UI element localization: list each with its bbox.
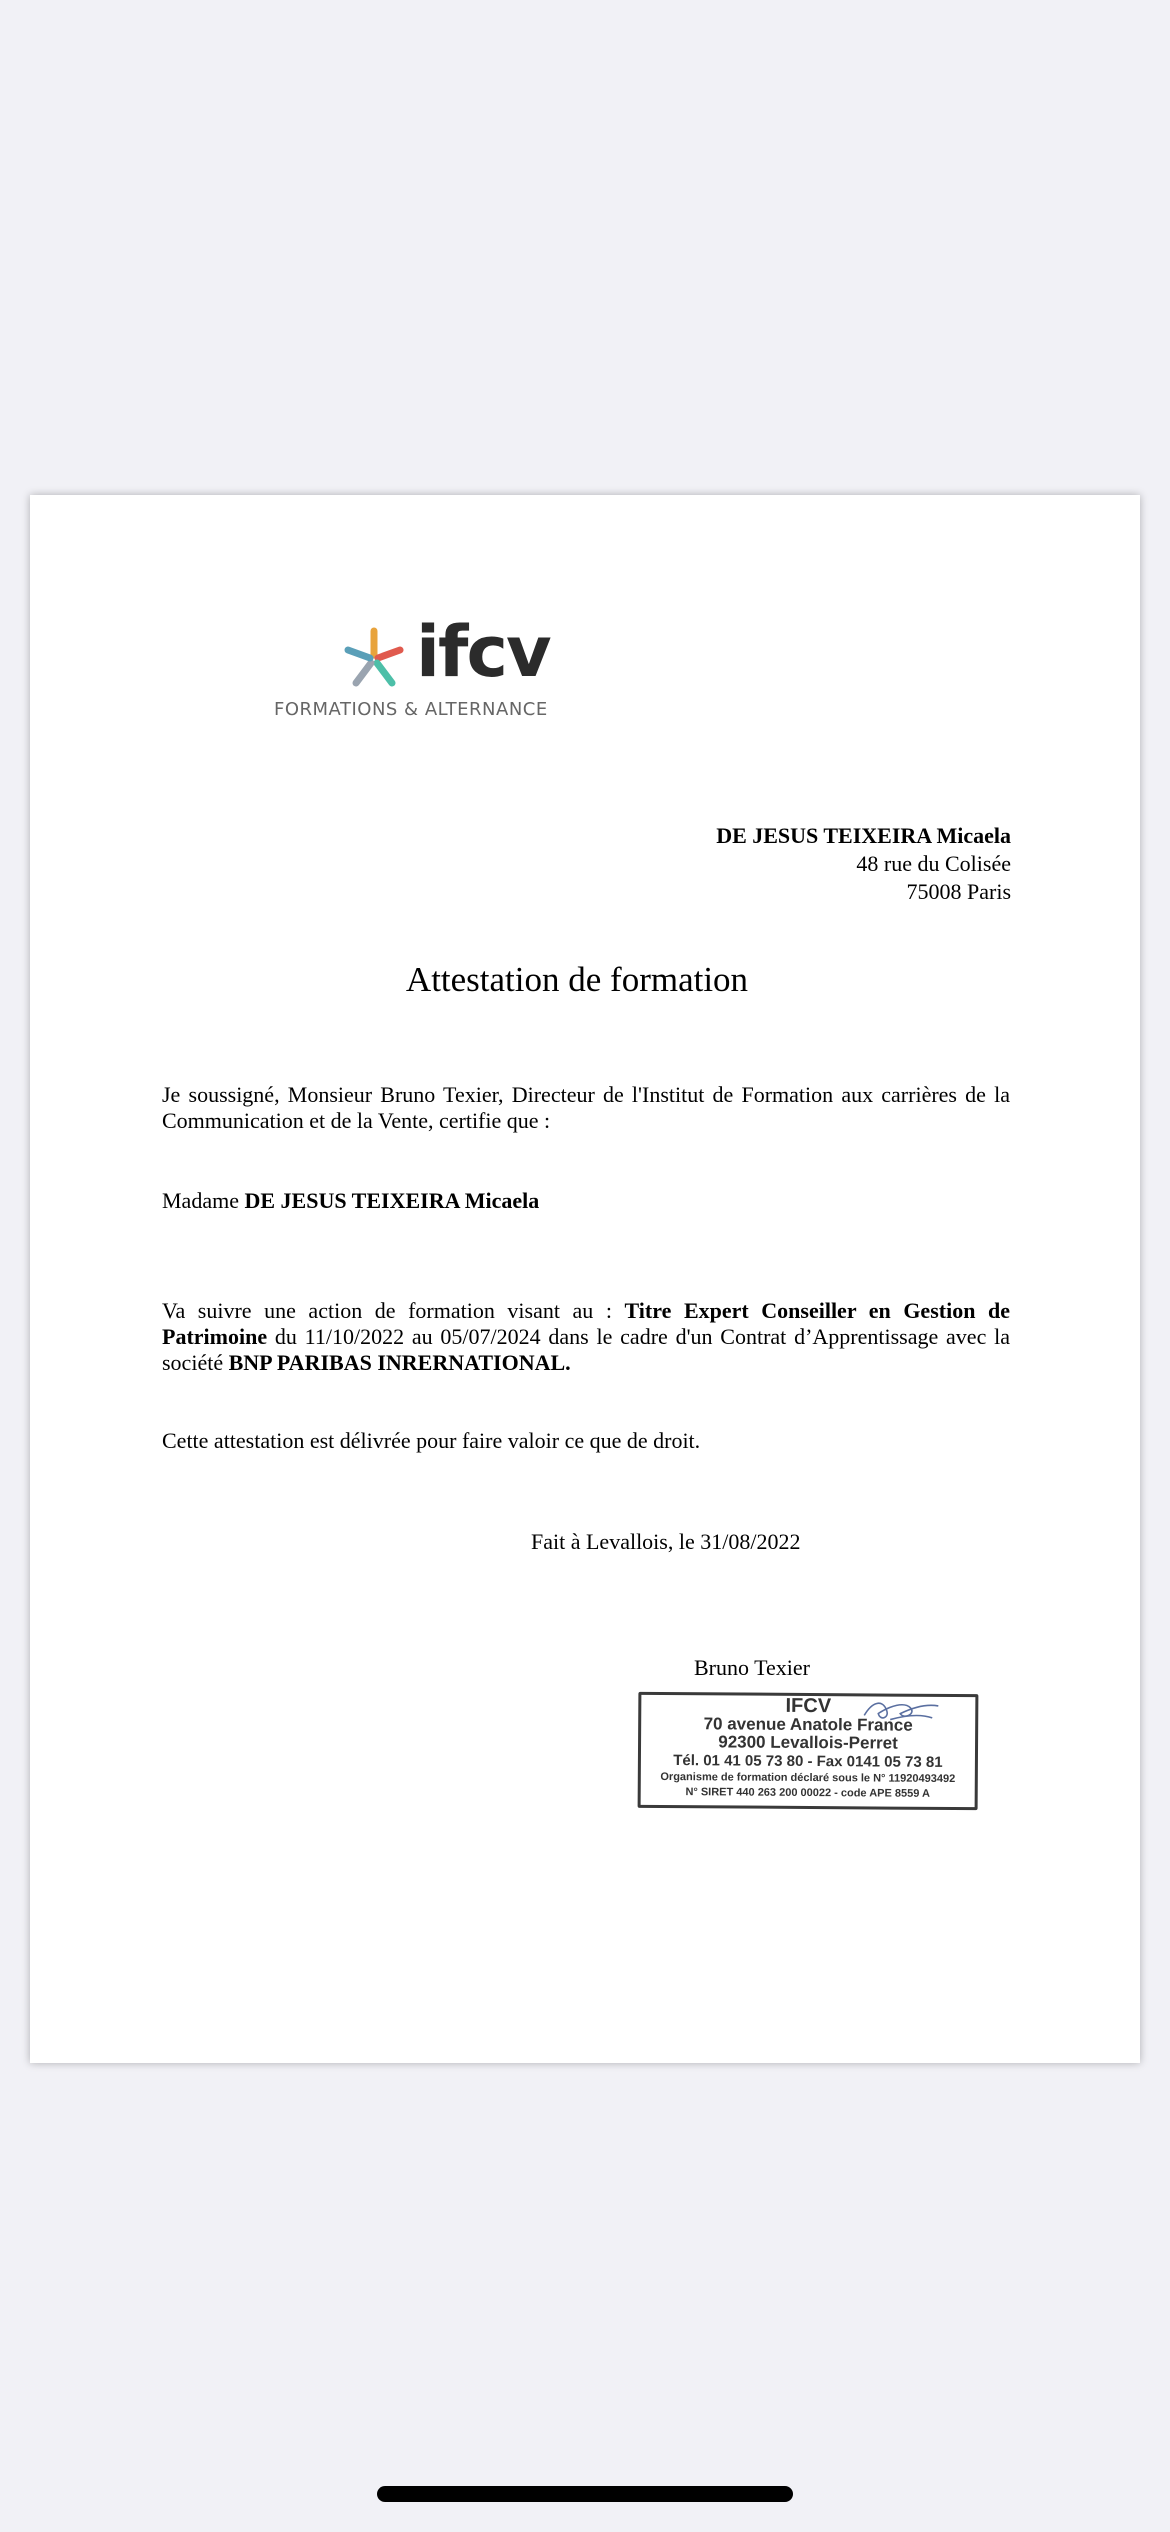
trainee-name: DE JESUS TEIXEIRA Micaela bbox=[244, 1188, 540, 1213]
stamp-phone-fax: Tél. 01 41 05 73 80 - Fax 0141 05 73 81 bbox=[673, 1752, 943, 1771]
place-and-date: Fait à Levallois, le 31/08/2022 bbox=[531, 1529, 801, 1554]
trainee-prefix: Madame bbox=[162, 1188, 245, 1213]
recipient-address bbox=[716, 822, 1011, 906]
logo-wordmark: ifcv bbox=[416, 611, 550, 693]
company-stamp bbox=[638, 1692, 979, 1810]
training-title: Titre Expert Conseiller en Gestion de Patrimoine bbox=[162, 1298, 1010, 1349]
stamp-city: 92300 Levallois-Perret bbox=[718, 1732, 898, 1753]
training-paragraph bbox=[162, 1298, 1010, 1376]
ifcv-logo bbox=[274, 611, 574, 725]
certification-paragraph: Je soussigné, Monsieur Bruno Texier, Directeur de l'Institut de Formation aux carrières de la Communication et de la Vente, certifie que : bbox=[162, 1082, 1010, 1133]
home-indicator[interactable] bbox=[377, 2486, 793, 2502]
stamp-company: IFCV bbox=[785, 1694, 832, 1718]
signatory-name: Bruno Texier bbox=[694, 1655, 810, 1680]
stamp-street: 70 avenue Anatole France bbox=[703, 1714, 913, 1735]
recipient-street: 48 rue du Colisée bbox=[856, 851, 1011, 876]
training-details: du 11/10/2022 au 05/07/2024 dans le cadre d'un Contrat d’Apprentissage avec la société bbox=[162, 1324, 1010, 1375]
logo-tagline: FORMATIONS & ALTERNANCE bbox=[274, 699, 548, 720]
document-title: Attestation de formation bbox=[405, 960, 749, 999]
closing-paragraph: Cette attestation est délivrée pour faire valoir ce que de droit. bbox=[162, 1428, 701, 1453]
recipient-city: 75008 Paris bbox=[906, 879, 1011, 904]
trainee-paragraph bbox=[162, 1188, 1010, 1214]
document-page bbox=[30, 495, 1140, 2063]
stamp-siret: N° SIRET 440 263 200 00022 - code APE 8559 A bbox=[685, 1786, 930, 1800]
employer-name: BNP PARIBAS INRERNATIONAL. bbox=[228, 1350, 571, 1375]
star-burst-icon bbox=[340, 625, 408, 693]
training-intro: Va suivre une action de formation visant au : bbox=[162, 1298, 625, 1323]
recipient-name: DE JESUS TEIXEIRA Micaela bbox=[716, 823, 1011, 848]
stamp-registration: Organisme de formation déclaré sous le N° 11920493492 bbox=[660, 1770, 956, 1786]
stamp-text bbox=[638, 1692, 979, 1802]
